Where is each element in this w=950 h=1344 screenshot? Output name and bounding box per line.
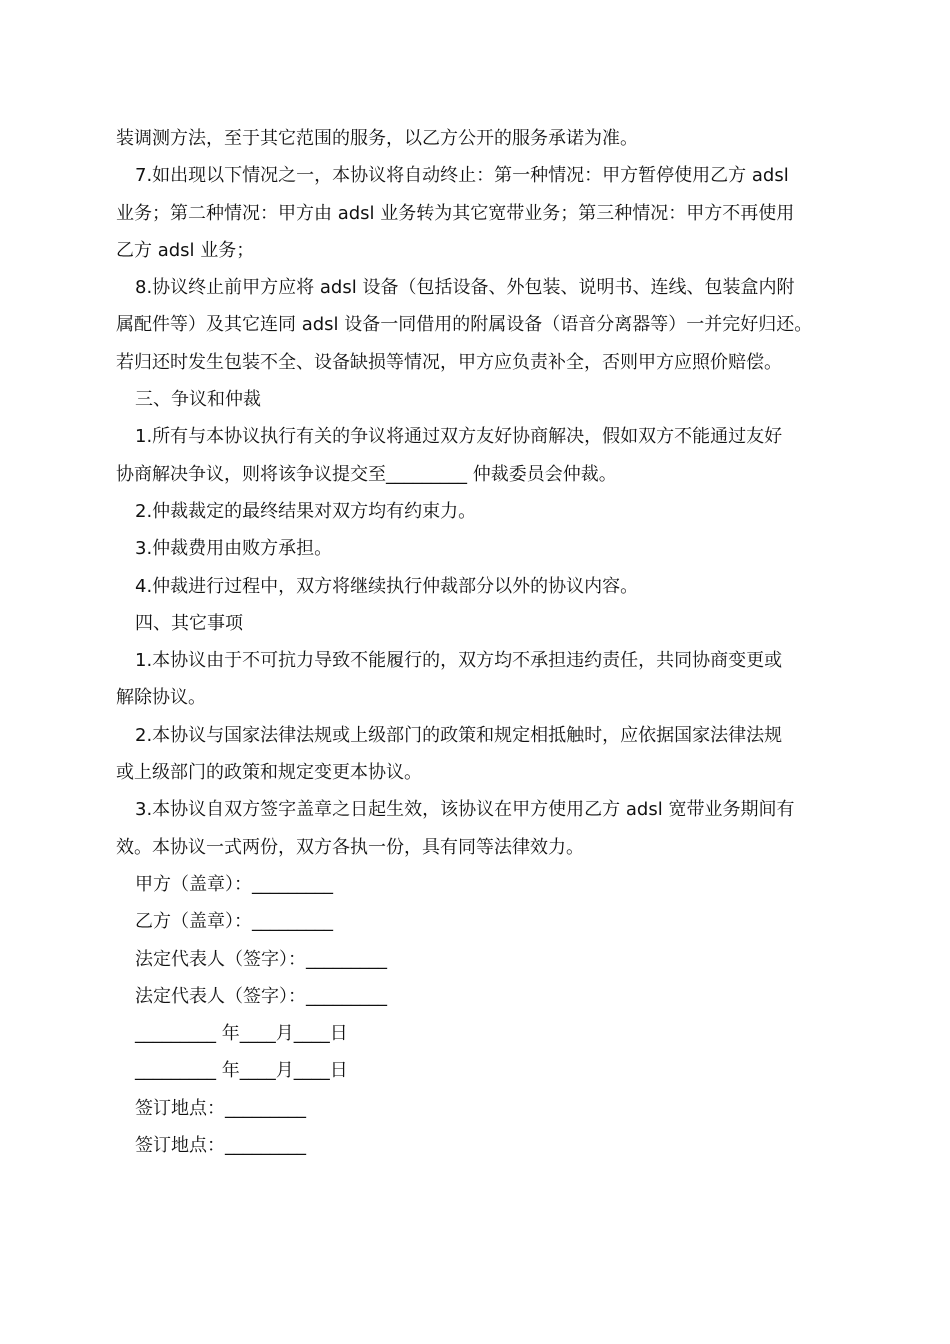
paragraph-line: 2.仲裁裁定的最终结果对双方均有约束力。 xyxy=(135,500,477,522)
signature-field-legal-rep-b: 法定代表人（签字）：_________ xyxy=(135,985,387,1007)
section-heading: 四、其它事项 xyxy=(135,612,243,634)
paragraph-line: 装调测方法，至于其它范围的服务，以乙方公开的服务承诺为准。 xyxy=(116,128,638,149)
signature-field-legal-rep-a: 法定代表人（签字）：_________ xyxy=(135,948,387,970)
paragraph-line: 若归还时发生包装不全、设备缺损等情况，甲方应负责补全，否则甲方应照价赔偿。 xyxy=(116,351,782,373)
paragraph-line: 解除协议。 xyxy=(116,687,206,709)
paragraph-line: 协商解决争议，则将该争议提交至_________ 仲裁委员会仲裁。 xyxy=(116,463,617,485)
paragraph-line: 乙方 adsl 业务； xyxy=(116,239,255,261)
paragraph-line: 属配件等）及其它连同 adsl 设备一同借用的附属设备（语音分离器等）一并完好归还。 xyxy=(116,314,813,336)
paragraph-line: 1.本协议由于不可抗力导致不能履行的，双方均不承担违约责任，共同协商变更或 xyxy=(135,650,783,672)
paragraph-line: 7.如出现以下情况之一，本协议将自动终止：第一种情况：甲方暂停使用乙方 adsl xyxy=(135,165,789,187)
paragraph-line: 或上级部门的政策和规定变更本协议。 xyxy=(116,762,422,784)
signature-field-party-b-seal: 乙方（盖章）：_________ xyxy=(135,911,333,933)
signing-place-field-a: 签订地点：_________ xyxy=(135,1097,306,1119)
paragraph-line: 1.所有与本协议执行有关的争议将通过双方友好协商解决，假如双方不能通过友好 xyxy=(135,426,783,448)
paragraph-line: 4.仲裁进行过程中，双方将继续执行仲裁部分以外的协议内容。 xyxy=(135,575,639,597)
paragraph-line: 8.协议终止前甲方应将 adsl 设备（包括设备、外包装、说明书、连线、包装盒内附 xyxy=(135,277,795,299)
paragraph-line: 3.本协议自双方签字盖章之日起生效，该协议在甲方使用乙方 adsl 宽带业务期间有 xyxy=(135,799,795,821)
paragraph-line: 3.仲裁费用由败方承担。 xyxy=(135,538,333,560)
signature-field-party-a-seal: 甲方（盖章）：_________ xyxy=(135,873,333,895)
section-heading: 三、争议和仲裁 xyxy=(135,389,261,411)
paragraph-line: 业务；第二种情况：甲方由 adsl 业务转为其它宽带业务；第三种情况：甲方不再使用 xyxy=(116,202,795,224)
signing-place-field-b: 签订地点：_________ xyxy=(135,1135,306,1157)
paragraph-line: 效。本协议一式两份，双方各执一份，具有同等法律效力。 xyxy=(116,836,584,858)
date-field-a: _________ 年____月____日 xyxy=(135,1023,348,1045)
paragraph-line: 2.本协议与国家法律法规或上级部门的政策和规定相抵触时，应依据国家法律法规 xyxy=(135,724,783,746)
date-field-b: _________ 年____月____日 xyxy=(135,1060,348,1082)
document-body xyxy=(116,120,838,1164)
